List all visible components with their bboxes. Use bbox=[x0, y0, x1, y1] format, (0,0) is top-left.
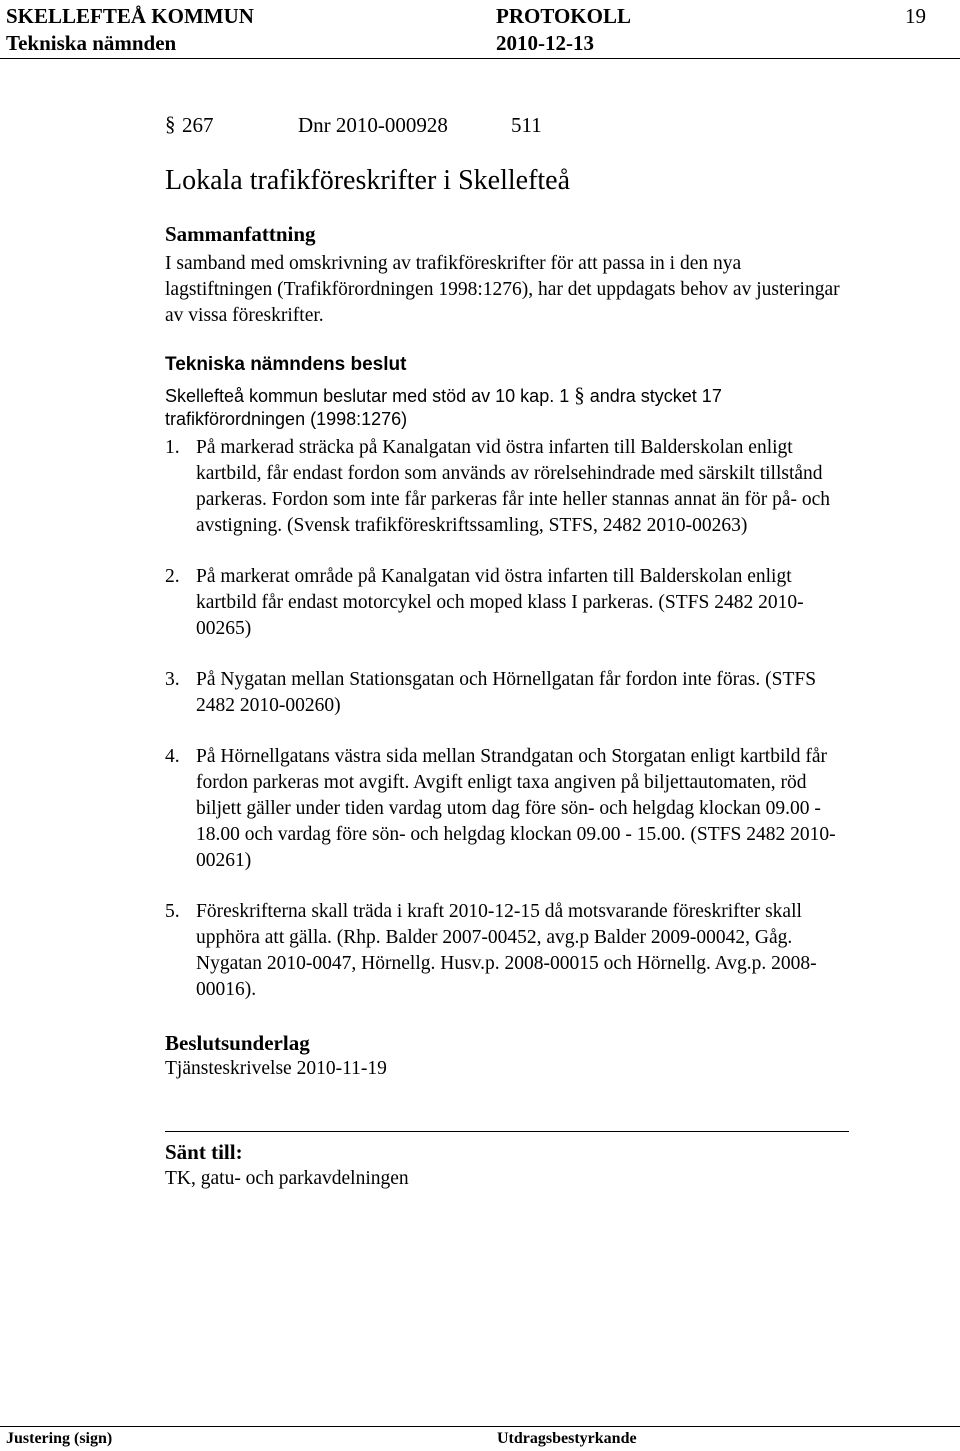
case-code: 511 bbox=[511, 113, 542, 137]
meeting-date: 2010-12-13 bbox=[496, 31, 594, 55]
separator-line bbox=[165, 1131, 849, 1132]
list-item bbox=[165, 435, 945, 539]
list-item-line: Nygatan 2010-0047, Hörnellg. Husv.p. 2008-00015 och Hörnellg. Avg.p. 2008- bbox=[196, 953, 817, 974]
decision-intro-line-2: trafikförordningen (1998:1276) bbox=[165, 409, 408, 429]
list-item-line: kartbild får endast motorcykel och moped klass I parkeras. (STFS 2482 2010- bbox=[196, 592, 804, 613]
header-rule bbox=[0, 58, 960, 59]
decision-list bbox=[165, 435, 945, 1003]
decision-intro-line-1 bbox=[165, 383, 722, 408]
list-item-line: På Nygatan mellan Stationsgatan och Hörnellgatan får fordon inte föras. (STFS bbox=[196, 669, 817, 690]
list-item-line: 2482 2010-00260) bbox=[196, 695, 341, 716]
list-item-number: 2. bbox=[165, 566, 180, 587]
page-title: Lokala trafikföreskrifter i Skellefteå bbox=[165, 165, 571, 196]
org-name: SKELLEFTEÅ KOMMUN bbox=[6, 4, 254, 28]
list-item bbox=[165, 744, 945, 874]
paragraph-number: 267 bbox=[182, 113, 214, 137]
summary-text bbox=[165, 251, 840, 329]
sent-to-text: TK, gatu- och parkavdelningen bbox=[165, 1168, 409, 1189]
list-item-number: 3. bbox=[165, 669, 180, 690]
list-item-line: biljett gäller under tiden vardag utom dag före sön- och helgdag klockan 09.00 - bbox=[196, 798, 821, 819]
list-item-line: Föreskrifterna skall träda i kraft 2010-12-15 då motsvarande föreskrifter skall bbox=[196, 901, 802, 922]
list-item-line: kartbild, får endast fordon som används av rörelsehindrade med särskilt tillstånd bbox=[196, 463, 823, 484]
list-item-line: 00261) bbox=[196, 850, 252, 871]
list-item-line: upphöra att gälla. (Rhp. Balder 2007-00452, avg.p Balder 2009-00042, Gåg. bbox=[196, 927, 793, 948]
list-item-line: parkeras. Fordon som inte får parkeras får inte heller stannas annat än för på- och bbox=[196, 489, 831, 510]
list-item bbox=[165, 899, 945, 1003]
footer-utdragsbestyrkande: Utdragsbestyrkande bbox=[497, 1430, 637, 1447]
page-number: 19 bbox=[905, 4, 926, 28]
paragraph-sign: § bbox=[165, 112, 176, 136]
list-item-number: 1. bbox=[165, 437, 180, 458]
summary-line: lagstiftningen (Trafikförordningen 1998:1276), har det uppdagats behov av justeringar bbox=[165, 279, 840, 300]
decision-heading: Tekniska nämndens beslut bbox=[165, 354, 407, 375]
footer-rule bbox=[0, 1426, 960, 1427]
list-item-line: 18.00 och vardag före sön- och helgdag klockan 09.00 - 15.00. (STFS 2482 2010- bbox=[196, 824, 836, 845]
list-item bbox=[165, 667, 945, 719]
basis-heading: Beslutsunderlag bbox=[165, 1031, 310, 1055]
list-item-line: avstigning. (Svensk trafikföreskriftssamling, STFS, 2482 2010-00263) bbox=[196, 515, 748, 536]
summary-heading: Sammanfattning bbox=[165, 222, 316, 246]
list-item-line: På markerad sträcka på Kanalgatan vid östra infarten till Balderskolan enligt bbox=[196, 437, 793, 458]
section-sign: § bbox=[574, 383, 585, 407]
summary-line: I samband med omskrivning av trafikföreskrifter för att passa in i den nya bbox=[165, 253, 742, 274]
list-item-number: 5. bbox=[165, 901, 180, 922]
decision-intro-text: andra stycket 17 bbox=[589, 386, 722, 406]
list-item-line: På markerat område på Kanalgatan vid östra infarten till Balderskolan enligt bbox=[196, 566, 792, 587]
list-item-line: 00265) bbox=[196, 618, 252, 639]
case-dnr: Dnr 2010-000928 bbox=[298, 113, 448, 137]
list-item-line: fordon parkeras mot avgift. Avgift enligt taxa angiven på biljettautomaten, röd bbox=[196, 772, 807, 793]
sent-to-heading: Sänt till: bbox=[165, 1140, 243, 1164]
doc-type: PROTOKOLL bbox=[496, 4, 631, 28]
decision-intro-text: Skellefteå kommun beslutar med stöd av 10 kap. 1 bbox=[165, 386, 570, 406]
list-item-line: 00016). bbox=[196, 979, 257, 1000]
summary-line: av vissa föreskrifter. bbox=[165, 305, 324, 326]
list-item-line: På Hörnellgatans västra sida mellan Strandgatan och Storgatan enligt kartbild får bbox=[196, 746, 828, 767]
footer-justering: Justering (sign) bbox=[6, 1430, 113, 1447]
list-item bbox=[165, 564, 945, 642]
committee-name: Tekniska nämnden bbox=[6, 31, 177, 55]
basis-text: Tjänsteskrivelse 2010-11-19 bbox=[165, 1058, 387, 1079]
list-item-number: 4. bbox=[165, 746, 180, 767]
